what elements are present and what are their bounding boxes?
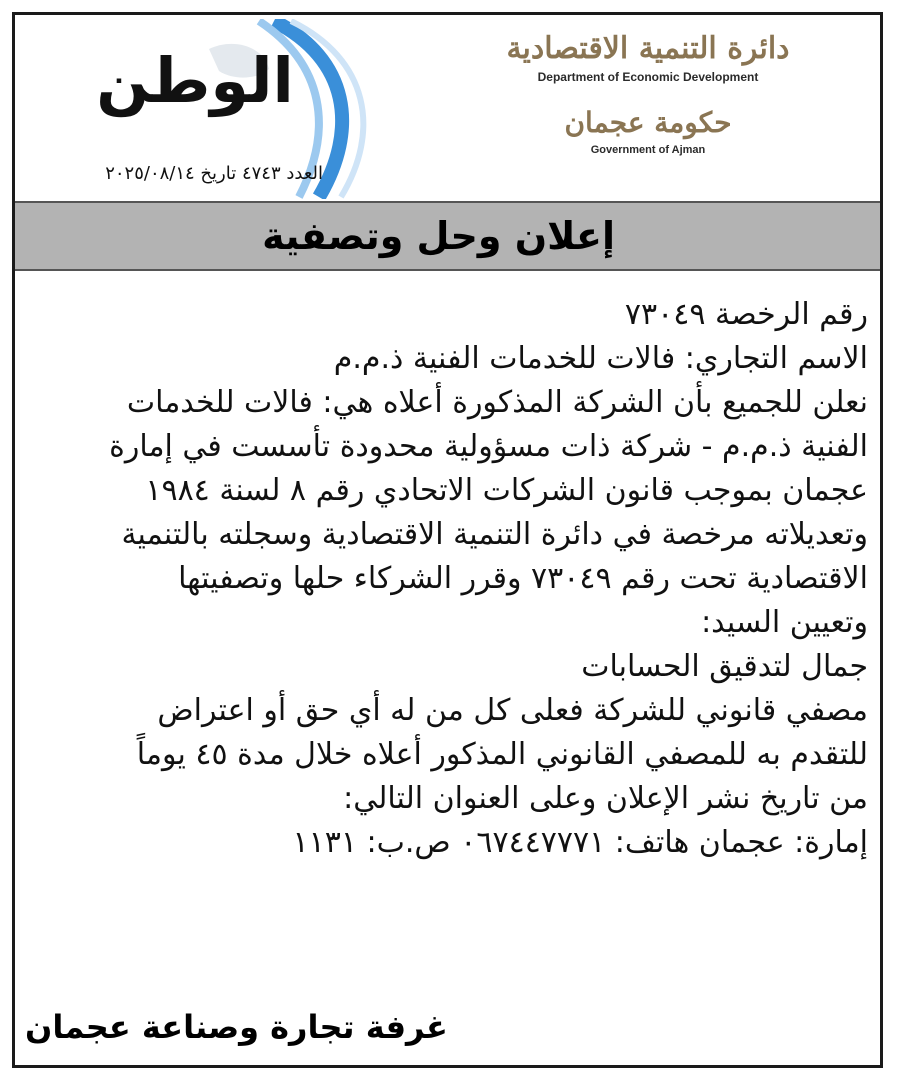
department-name-en: Department of Economic Development xyxy=(537,70,759,84)
body-line: مصفي قانوني للشركة فعلى كل من له أي حق أو اعتراض xyxy=(157,693,868,728)
government-name-ar: حكومة عجمان xyxy=(564,106,732,139)
newspaper-masthead xyxy=(19,19,389,199)
government-name-en: Government of Ajman xyxy=(590,144,706,156)
body-line: وتعديلاته مرخصة في دائرة التنمية الاقتصادية وسجلته بالتنمية xyxy=(121,517,868,552)
department-logo xyxy=(498,29,798,157)
body-line: الاسم التجاري: فالات للخدمات الفنية ذ.م.م xyxy=(333,341,868,376)
body-line: من تاريخ نشر الإعلان وعلى العنوان التالي: xyxy=(343,781,868,816)
notice-body xyxy=(28,293,868,865)
body-line: وتعيين السيد: xyxy=(701,605,868,640)
body-line: عجمان بموجب قانون الشركات الاتحادي رقم ٨ لسنة ١٩٨٤ xyxy=(145,473,868,508)
newspaper-name: الوطن xyxy=(96,44,294,117)
body-line: جمال لتدقيق الحسابات xyxy=(581,649,868,684)
department-name-ar: دائرة التنمية الاقتصادية xyxy=(506,31,790,66)
notice-title: إعلان وحل وتصفية xyxy=(262,214,615,258)
body-line: الفنية ذ.م.م - شركة ذات مسؤولية محدودة تأسست في إمارة xyxy=(109,429,868,464)
issue-info: العدد ٤٧٤٣ تاريخ ٢٠٢٥/٠٨/١٤ xyxy=(105,163,323,184)
body-line: الاقتصادية تحت رقم ٧٣٠٤٩ وقرر الشركاء حلها وتصفيتها xyxy=(178,561,868,596)
body-line: رقم الرخصة ٧٣٠٤٩ xyxy=(624,297,868,332)
title-band xyxy=(15,201,880,271)
notice-frame xyxy=(12,12,883,1068)
header xyxy=(15,15,880,203)
issuer-footer: غرفة تجارة وصناعة عجمان xyxy=(25,1008,448,1046)
body-line: للتقدم به للمصفي القانوني المذكور أعلاه خلال مدة ٤٥ يوماً xyxy=(136,737,868,772)
body-line: إمارة: عجمان هاتف: ٠٦٧٤٤٧٧٧١ ص.ب: ١١٣١ xyxy=(292,825,868,860)
body-line: نعلن للجميع بأن الشركة المذكورة أعلاه هي: فالات للخدمات xyxy=(126,385,868,420)
